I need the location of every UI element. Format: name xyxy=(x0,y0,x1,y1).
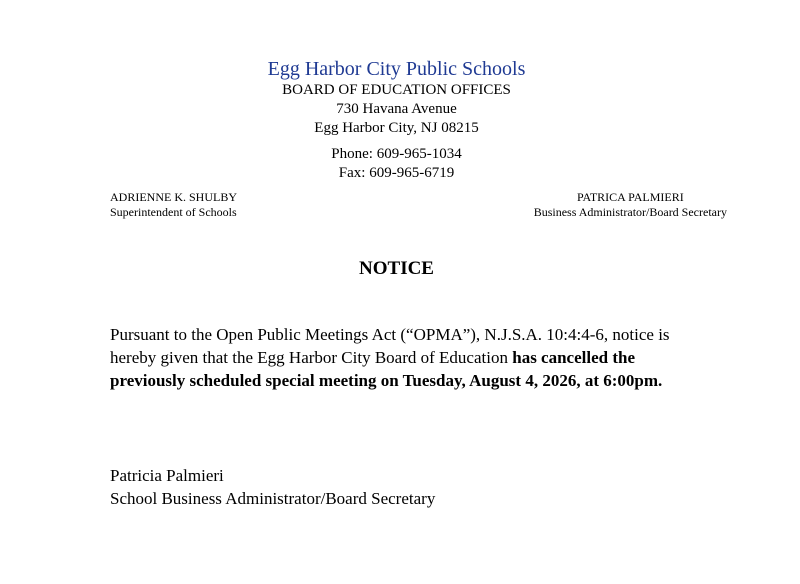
fax-number: Fax: 609-965-6719 xyxy=(338,165,455,181)
notice-body-emphasis: has cancelled the previously scheduled special meeting on Tuesday, August 4, 2026, at 6:00pm. xyxy=(110,348,663,390)
notice-heading: NOTICE xyxy=(359,258,434,279)
signature-block xyxy=(110,464,435,510)
business-administrator-title: Business Administrator/Board Secretary xyxy=(533,205,727,219)
business-administrator-name: PATRICA PALMIERI xyxy=(576,190,684,204)
signatory-title: School Business Administrator/Board Secretary xyxy=(110,489,436,508)
notice-body xyxy=(110,323,710,392)
letterhead xyxy=(0,57,793,183)
city-state-zip: Egg Harbor City, NJ 08215 xyxy=(314,120,479,136)
notice-body-text: Pursuant to the Open Public Meetings Act (“OPMA”), N.J.S.A. 10:4:4-6, notice is hereby given that the Egg Harbor City Board of Education xyxy=(110,325,670,367)
business-administrator-block xyxy=(534,190,727,220)
contact-info xyxy=(0,145,793,183)
signatory-name: Patricia Palmieri xyxy=(110,466,224,485)
phone-number: Phone: 609-965-1034 xyxy=(331,146,462,162)
office-name: BOARD OF EDUCATION OFFICES xyxy=(282,82,511,98)
street-address: 730 Havana Avenue xyxy=(336,101,457,117)
superintendent-title: Superintendent of Schools xyxy=(110,205,237,219)
superintendent-block xyxy=(110,190,237,220)
superintendent-name: ADRIENNE K. SHULBY xyxy=(110,190,237,204)
organization-name: Egg Harbor City Public Schools xyxy=(267,58,526,80)
